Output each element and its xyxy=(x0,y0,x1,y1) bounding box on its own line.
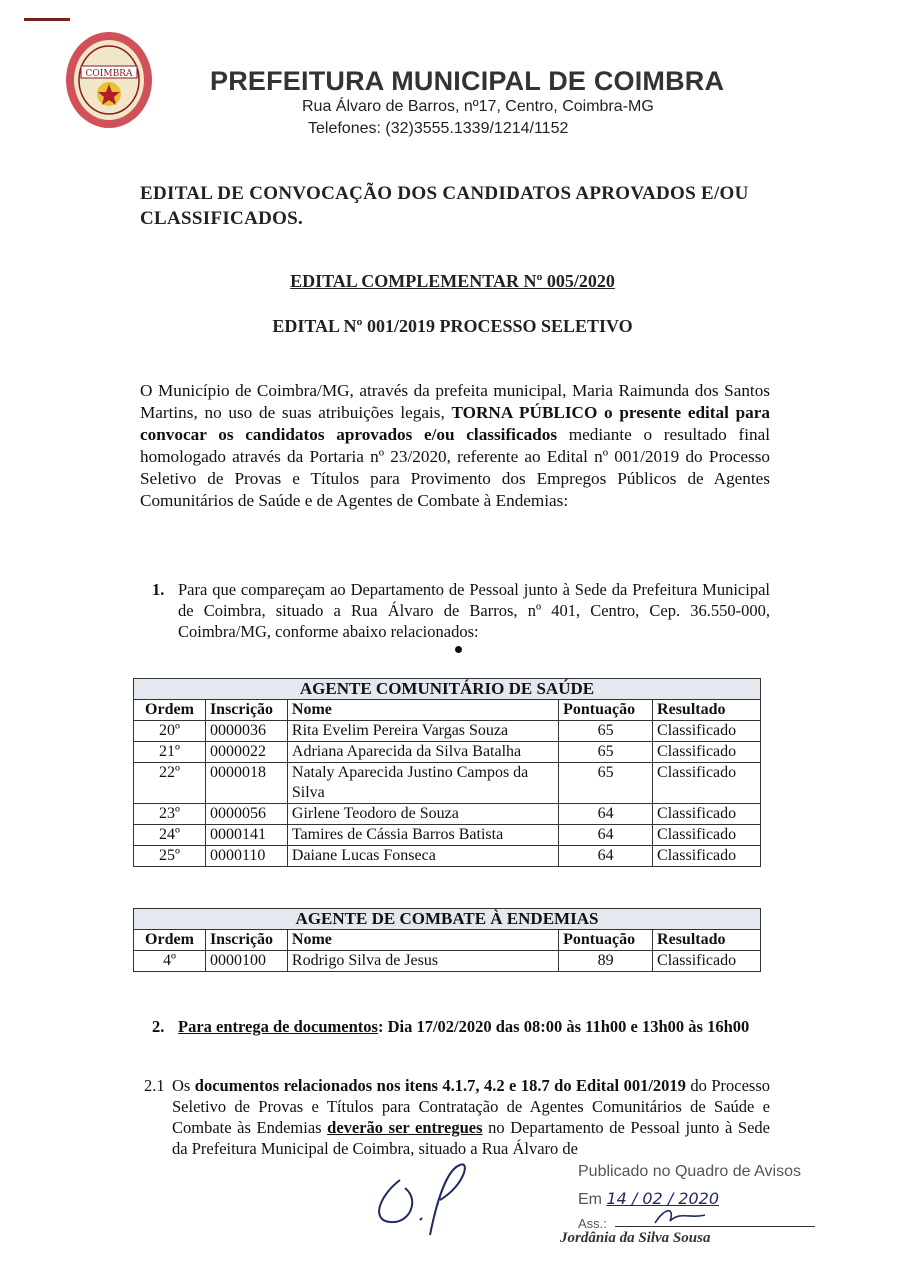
phones-line: Telefones: (32)3555.1339/1214/1152 xyxy=(308,120,569,137)
cell-nome: Rodrigo Silva de Jesus xyxy=(287,951,558,972)
cell-ordem: 20º xyxy=(134,721,206,742)
item-2-1: 2.1 Os documentos relacionados nos itens 4.1.7, 4.2 e 18.7 do Edital 001/2019 do Processo Seletivo de Provas e Títulos para Contratação de Agentes Comunitários de Saúde e Combate às Endemias deverão ser entregues no Departamento de Pessoal junto à Sede da Prefeitura Municipal de Coimbra, situado a Rua Álvaro de xyxy=(144,1076,770,1158)
table-row xyxy=(134,951,761,972)
cell-inscricao: 0000018 xyxy=(205,763,287,804)
cell-pontuacao: 64 xyxy=(559,846,653,867)
cell-ordem: 22º xyxy=(134,763,206,804)
table-acs-title: AGENTE COMUNITÁRIO DE SAÚDE xyxy=(134,679,761,700)
table-header: Ordem Inscrição Nome Pontuação Resultado xyxy=(134,930,761,951)
cell-inscricao: 0000100 xyxy=(205,951,287,972)
cell-ordem: 25º xyxy=(134,846,206,867)
table-header: Ordem Inscrição Nome Pontuação Resultado xyxy=(134,700,761,721)
processo-heading: EDITAL Nº 001/2019 PROCESSO SELETIVO xyxy=(272,316,633,336)
cell-resultado: Classificado xyxy=(653,804,761,825)
cell-inscricao: 0000022 xyxy=(205,742,287,763)
cell-ordem: 21º xyxy=(134,742,206,763)
coat-of-arms-seal xyxy=(64,30,154,130)
cell-pontuacao: 89 xyxy=(559,951,653,972)
table-row xyxy=(134,721,761,742)
cell-inscricao: 0000141 xyxy=(205,825,287,846)
cell-ordem: 4º xyxy=(134,951,206,972)
stamp-date: Em 14 / 02 / 2020 xyxy=(578,1189,720,1208)
cell-inscricao: 0000036 xyxy=(205,721,287,742)
top-mark xyxy=(24,18,70,21)
cell-pontuacao: 65 xyxy=(559,763,653,804)
cell-nome: Nataly Aparecida Justino Campos da Silva xyxy=(287,763,558,804)
table-row xyxy=(134,846,761,867)
cell-resultado: Classificado xyxy=(653,721,761,742)
intro-paragraph: O Município de Coimbra/MG, através da prefeita municipal, Maria Raimunda dos Santos Martins, no uso de suas atribuições legais, TORNA PÚBLICO o presente edital para convocar os candidatos aprovados e/ou classificados mediante o resultado final homologado através da Portaria nº 23/2020, referente ao Edital nº 001/2019 do Processo Seletivo de Provas e Títulos para Provimento dos Empregos Públicos de Agentes Comunitários de Saúde e de Agentes de Combate à Endemias: xyxy=(140,381,770,510)
stamp-ass-label: Ass.: xyxy=(578,1216,607,1231)
table-ace xyxy=(133,908,761,972)
address-line: Rua Álvaro de Barros, nº17, Centro, Coimbra-MG xyxy=(302,98,654,115)
cell-pontuacao: 65 xyxy=(559,721,653,742)
cell-inscricao: 0000110 xyxy=(205,846,287,867)
table-row xyxy=(134,742,761,763)
stamp-published: Publicado no Quadro de Avisos xyxy=(578,1163,801,1180)
cell-nome: Adriana Aparecida da Silva Batalha xyxy=(287,742,558,763)
cell-resultado: Classificado xyxy=(653,846,761,867)
cell-pontuacao: 65 xyxy=(559,742,653,763)
table-acs xyxy=(133,678,761,867)
stamp-line xyxy=(615,1226,815,1227)
item-2: 2. Para entrega de documentos: Dia 17/02/2020 das 08:00 às 11h00 e 13h00 às 16h00 xyxy=(152,1017,750,1036)
municipality-title: PREFEITURA MUNICIPAL DE COIMBRA xyxy=(210,66,725,96)
cell-resultado: Classificado xyxy=(653,825,761,846)
cell-pontuacao: 64 xyxy=(559,804,653,825)
cell-ordem: 23º xyxy=(134,804,206,825)
table-ace-title: AGENTE DE COMBATE À ENDEMIAS xyxy=(134,909,761,930)
cell-nome: Tamires de Cássia Barros Batista xyxy=(287,825,558,846)
cell-ordem: 24º xyxy=(134,825,206,846)
cell-resultado: Classificado xyxy=(653,951,761,972)
cell-nome: Girlene Teodoro de Souza xyxy=(287,804,558,825)
cell-pontuacao: 64 xyxy=(559,825,653,846)
edital-heading: EDITAL DE CONVOCAÇÃO DOS CANDIDATOS APROVADOS E/OU CLASSIFICADOS. xyxy=(140,183,749,229)
cell-nome: Rita Evelim Pereira Vargas Souza xyxy=(287,721,558,742)
mayor-signature xyxy=(360,1160,480,1240)
cell-resultado: Classificado xyxy=(653,742,761,763)
item-1: 1. Para que compareçam ao Departamento de Pessoal junto à Sede da Prefeitura Municipal de Coimbra, situado a Rua Álvaro de Barros, nº 401, Centro, Cep. 36.550-000, Coimbra/MG, conforme abaixo relacionados: xyxy=(152,580,770,641)
cell-nome: Daiane Lucas Fonseca xyxy=(287,846,558,867)
stray-mark xyxy=(455,646,462,653)
complementar-heading: EDITAL COMPLEMENTAR Nº 005/2020 xyxy=(290,271,615,291)
table-row xyxy=(134,763,761,804)
table-row xyxy=(134,804,761,825)
stamp-signer-name: Jordânia da Silva Sousa xyxy=(560,1230,711,1246)
cell-inscricao: 0000056 xyxy=(205,804,287,825)
seal-text: COIMBRA xyxy=(85,69,133,79)
table-row xyxy=(134,825,761,846)
stamp-signature xyxy=(650,1205,710,1229)
cell-resultado: Classificado xyxy=(653,763,761,804)
